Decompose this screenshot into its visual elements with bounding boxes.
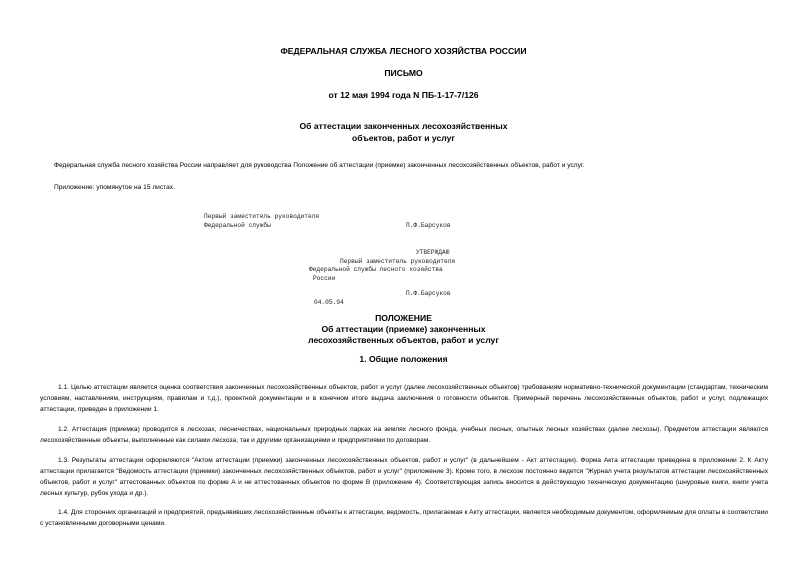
section-1-title: 1. Общие положения bbox=[359, 354, 448, 364]
paragraph-1-1: 1.1. Целью аттестации является оценка соответствия законченных лесохозяйственных объектов, работ и услуг (далее лесохозяйственных объектов) требованиям нормативно-технической документации (стандартам, техническим условиям, наставлениям, инструкциям, правилам и т.д.), проектной документации и в конечном итоге выдача заключения о готовности объектов. Примерный перечень лесохозяйственных объектов, работ и услуг, подлежащих аттестации, приведен в приложении 1. bbox=[40, 384, 768, 413]
paragraph-1-3: 1.3. Результаты аттестации оформляются "Актом аттестации (приемки) законченных лесохозяйственных объектов, работ и услуг" (в дальнейшем - Акт аттестации). Форма Акта аттестации приведена в приложении 2. К Акту аттестации прилагается "Ведомость аттестации (приемки) законченных лесохозяйственных объектов, работ и услуг" (приложение 3). Кроме того, в лесхозе постоянно ведется "Журнал учета результатов аттестации лесохозяйственных объектов, работ и услуг" аттестованных объектов по форме А и не аттестованных объектов по форме В (приложение 4). Соответствующая запись вносится в действующую техническую документацию (шнуровые книги, книги учета лесных культур, рубок ухода и др.). bbox=[40, 457, 768, 497]
subject-line-1: Об аттестации законченных лесохозяйственных bbox=[299, 121, 508, 131]
approval-date: 04.05.94 bbox=[314, 299, 344, 306]
approval-line-1: Первый заместитель руководителя bbox=[340, 258, 456, 265]
letter-attachment: Приложение: упомянутое на 15 листах. bbox=[54, 184, 175, 191]
regulation-title: ПОЛОЖЕНИЕ bbox=[375, 313, 432, 323]
paragraph-1-2: 1.2. Аттестация (приемка) проводится в лесхозах, лесничествах, национальных природных парках на землях лесного фонда, учебных лесных, опытных лесных хозяйствах (далее лесхозы). Предметом аттестации являются лесохозяйственные объекты, выполненные как силами лесхоза, так и другими организациями и предприятиями по договорам. bbox=[40, 426, 768, 444]
document-date-number: от 12 мая 1994 года N ПБ-1-17-7/126 bbox=[328, 90, 479, 100]
approval-label: УТВЕРЖДАЮ bbox=[416, 249, 450, 256]
letter-body: Федеральная служба лесного хозяйства России направляет для руководства Положение об аттестации (приемке) законченных лесохозяйственных объектов, работ и услуг. bbox=[54, 162, 585, 169]
signature-name: П.Ф.Барсуков bbox=[406, 222, 451, 229]
issuer-org: ФЕДЕРАЛЬНАЯ СЛУЖБА ЛЕСНОГО ХОЗЯЙСТВА РОССИИ bbox=[280, 46, 527, 56]
signature-title-line-1: Первый заместитель руководителя bbox=[204, 213, 320, 220]
signature-title-line-2: Федеральной службы bbox=[204, 222, 271, 229]
paragraph-1-4: 1.4. Для сторонних организаций и предприятий, предъявивших лесохозяйственные объекты к аттестации, ведомость, прилагаемая к Акту аттестации, является необходимым документом, оформляемым для оплаты в соответствии с установленными договорными ценами. bbox=[40, 509, 768, 527]
subject-line-2: объектов, работ и услуг bbox=[352, 133, 455, 143]
approval-name: П.Ф.Барсуков bbox=[406, 290, 451, 297]
approval-line-3: России bbox=[313, 275, 336, 282]
document-type: ПИСЬМО bbox=[384, 68, 423, 78]
regulation-subtitle-line-2: лесохозяйственных объектов, работ и услуг bbox=[308, 335, 499, 345]
approval-line-2: Федеральной службы лесного хозяйства bbox=[309, 266, 443, 273]
regulation-subtitle-line-1: Об аттестации (приемке) законченных bbox=[321, 324, 486, 334]
